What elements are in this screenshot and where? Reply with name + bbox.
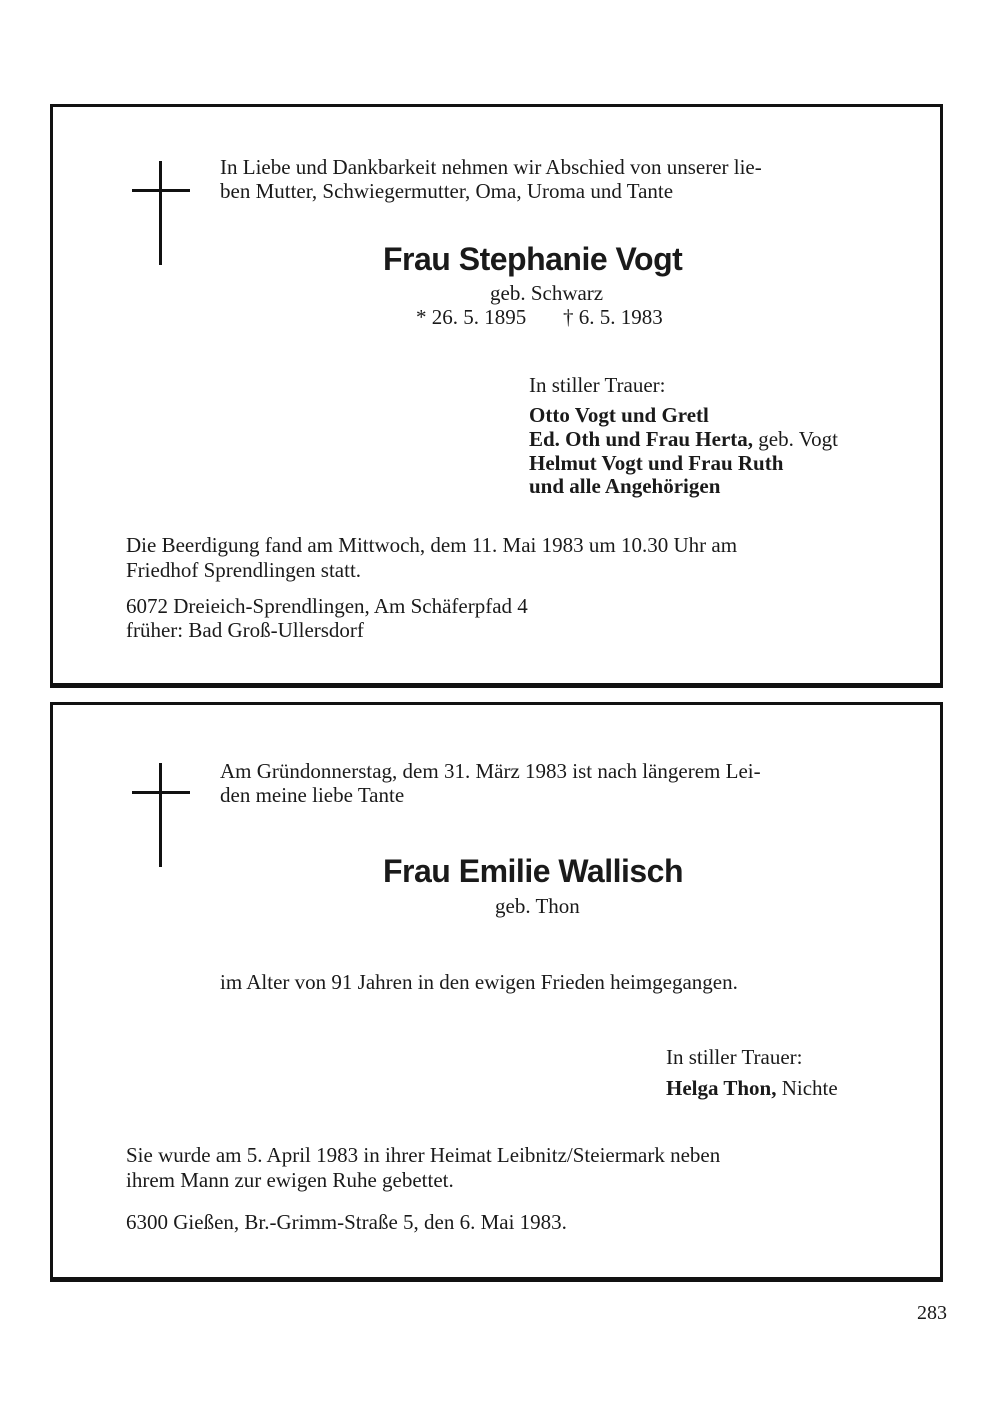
mourner-line bbox=[529, 427, 838, 451]
mourner-bold: Helga Thon, bbox=[666, 1076, 777, 1100]
obituary-notice-wallisch bbox=[50, 702, 943, 1282]
funeral-line-2: Friedhof Sprendlingen statt. bbox=[126, 558, 362, 582]
mourner-bold: und alle Angehörigen bbox=[529, 474, 721, 498]
mourner-bold: Ed. Oth und Frau Herta, bbox=[529, 427, 754, 451]
address-line-1: 6072 Dreieich-Sprendlingen, Am Schäferpfad 4 bbox=[126, 594, 528, 618]
mourner-plain: Nichte bbox=[776, 1076, 838, 1100]
funeral-line-1: Die Beerdigung fand am Mittwoch, dem 11. Mai 1983 um 10.30 Uhr am bbox=[126, 533, 738, 557]
intro-line-1: In Liebe und Dankbarkeit nehmen wir Abschied von unserer lie- bbox=[220, 155, 762, 179]
mourning-label: In stiller Trauer: bbox=[666, 1045, 803, 1069]
obituary-notice-vogt bbox=[50, 104, 943, 688]
mourner-line bbox=[529, 451, 783, 475]
maiden-name: geb. Schwarz bbox=[490, 281, 604, 305]
mourner-line bbox=[529, 403, 709, 427]
deceased-name: Frau Stephanie Vogt bbox=[383, 241, 683, 277]
address-line: 6300 Gießen, Br.-Grimm-Straße 5, den 6. Mai 1983. bbox=[126, 1210, 567, 1234]
age-line: im Alter von 91 Jahren in den ewigen Frieden heimgegangen. bbox=[220, 970, 738, 994]
mourning-label: In stiller Trauer: bbox=[529, 373, 666, 397]
maiden-name: geb. Thon bbox=[495, 894, 580, 918]
mourner-plain: geb. Vogt bbox=[753, 427, 839, 451]
death-date: † 6. 5. 1983 bbox=[563, 305, 663, 329]
address-line-2: früher: Bad Groß-Ullersdorf bbox=[126, 618, 364, 642]
mourner-line bbox=[529, 474, 720, 498]
mourner-line bbox=[666, 1076, 838, 1100]
deceased-name: Frau Emilie Wallisch bbox=[383, 853, 684, 889]
burial-line-1: Sie wurde am 5. April 1983 in ihrer Heimat Leibnitz/Steiermark neben bbox=[126, 1143, 721, 1167]
mourner-bold: Helmut Vogt und Frau Ruth bbox=[529, 451, 784, 475]
cross-icon bbox=[132, 161, 190, 265]
intro-line-1: Am Gründonnerstag, dem 31. März 1983 ist nach längerem Lei- bbox=[220, 759, 761, 783]
intro-line-2: ben Mutter, Schwiegermutter, Oma, Uroma und Tante bbox=[220, 179, 674, 203]
burial-line-2: ihrem Mann zur ewigen Ruhe gebettet. bbox=[126, 1168, 454, 1192]
birth-date: * 26. 5. 1895 bbox=[416, 305, 527, 329]
page-number: 283 bbox=[917, 1302, 947, 1324]
intro-line-2: den meine liebe Tante bbox=[220, 783, 405, 807]
cross-icon bbox=[132, 763, 190, 867]
mourner-bold: Otto Vogt und Gretl bbox=[529, 403, 709, 427]
